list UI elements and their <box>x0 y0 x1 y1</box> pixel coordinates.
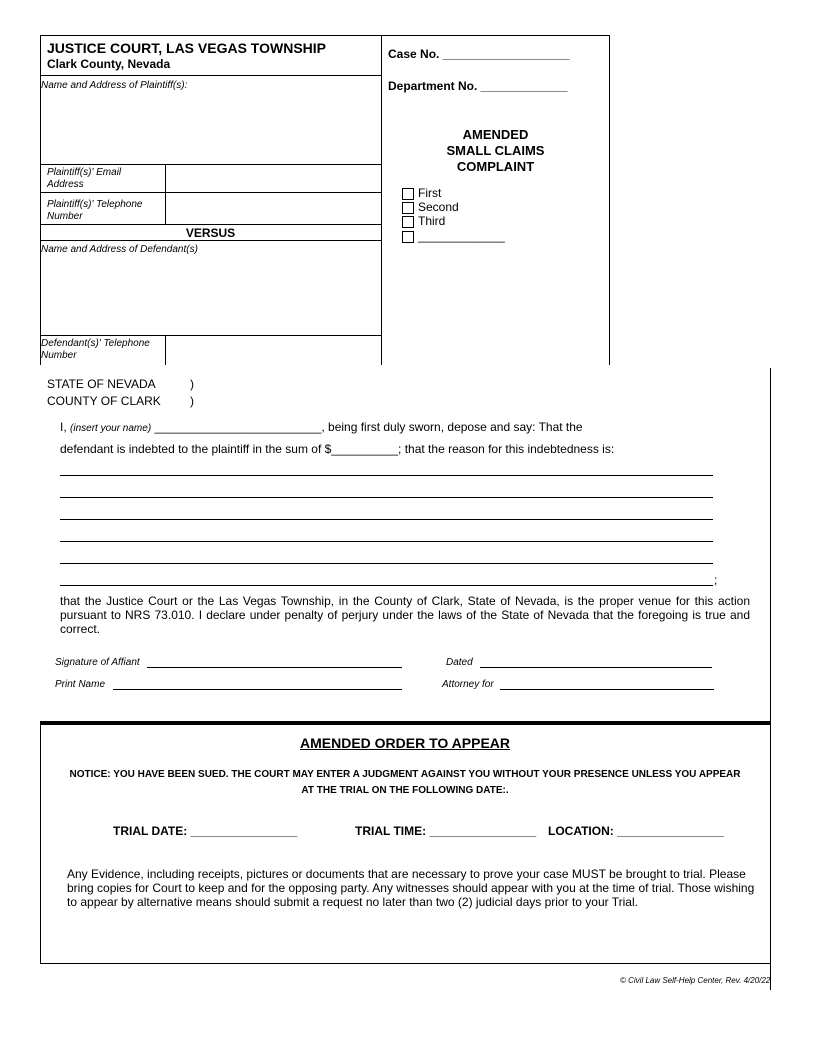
affidavit-line-2[interactable]: defendant is indebted to the plaintiff in the sum of $__________; that the reason for this indebtedness is: <box>60 442 615 456</box>
defendant-phone-label: Defendant(s)' Telephone Number <box>41 338 150 361</box>
trial-time-field[interactable]: TRIAL TIME: ________________ <box>355 824 537 838</box>
notice-line-1: NOTICE: YOU HAVE BEEN SUED. THE COURT MAY ENTER A JUDGMENT AGAINST YOU WITHOUT YOUR PRESENCE UNLESS YOU APPEAR <box>69 769 741 780</box>
defendant-phone-field[interactable] <box>166 336 380 364</box>
plaintiff-email-field[interactable] <box>166 165 380 191</box>
attorney-for-label: Attorney for <box>442 679 494 690</box>
option-second-label: Second <box>418 200 459 214</box>
insert-name-hint: (insert your name) <box>70 423 152 434</box>
section-divider <box>40 721 770 725</box>
versus-label: VERSUS <box>185 226 236 240</box>
bottom-rule <box>40 963 770 964</box>
plaintiff-name-address-label: Name and Address of Plaintiff(s): <box>41 80 188 91</box>
department-number-field[interactable]: Department No. _____________ <box>388 79 568 93</box>
option-other-blank[interactable]: _____________ <box>418 229 505 243</box>
signature-label: Signature of Affiant <box>55 657 140 668</box>
plaintiff-email-label: Plaintiff(s)' Email Address <box>47 167 122 190</box>
notice-line-2: AT THE TRIAL ON THE FOLLOWING DATE:. <box>301 785 509 796</box>
case-number-field[interactable]: Case No. ___________________ <box>388 47 570 61</box>
paren-state: ) <box>190 377 194 391</box>
affidavit-prefix: I, <box>60 420 67 434</box>
county-of-clark: COUNTY OF CLARK <box>47 394 161 408</box>
checkbox-second[interactable] <box>402 202 414 214</box>
form-title-line: AMENDED <box>462 127 529 142</box>
trial-date-field[interactable]: TRIAL DATE: ________________ <box>113 824 298 838</box>
dated-line[interactable] <box>480 667 712 668</box>
location-field[interactable]: LOCATION: ________________ <box>548 824 724 838</box>
reason-end-semicolon: ; <box>714 573 718 587</box>
order-title: AMENDED ORDER TO APPEAR <box>299 735 511 751</box>
defendant-name-address-field[interactable] <box>41 258 380 334</box>
print-name-label: Print Name <box>55 679 106 690</box>
form-title-line: SMALL CLAIMS <box>446 143 545 158</box>
option-first-label: First <box>418 186 442 200</box>
plaintiff-phone-field[interactable] <box>166 193 380 223</box>
option-third-label: Third <box>418 214 446 228</box>
checkbox-third[interactable] <box>402 216 414 228</box>
checkbox-other[interactable] <box>402 231 414 243</box>
state-of-nevada: STATE OF NEVADA <box>47 377 156 391</box>
print-name-line[interactable] <box>113 689 402 690</box>
affidavit-name-rest[interactable]: _________________________, being first duly sworn, depose and say: That the <box>154 420 583 434</box>
form-title-line: COMPLAINT <box>456 159 535 174</box>
plaintiff-phone-label: Plaintiff(s)' Telephone Number <box>47 199 143 222</box>
county-subtitle: Clark County, Nevada <box>47 57 171 71</box>
signature-line[interactable] <box>147 667 402 668</box>
footer-copyright: © Civil Law Self-Help Center, Rev. 4/20/22 <box>620 976 771 985</box>
evidence-instructions: Any Evidence, including receipts, pictures or documents that are necessary to prove your case MUST be brought to trial. Please bring copies for Court to keep and for the opposing party. Any witnesses should appear with you at the time of trial. Those wishing to appear by alternative means should submit a request no later than two (2) judicial days prior to your Trial. <box>67 867 755 909</box>
form-title <box>382 127 609 175</box>
paren-county: ) <box>190 394 194 408</box>
defendant-name-address-label: Name and Address of Defendant(s) <box>41 244 198 255</box>
affidavit-line-1 <box>60 420 583 434</box>
court-title: JUSTICE COURT, LAS VEGAS TOWNSHIP <box>47 40 326 56</box>
attorney-for-line[interactable] <box>500 689 714 690</box>
checkbox-first[interactable] <box>402 188 414 200</box>
dated-label: Dated <box>446 657 473 668</box>
venue-declaration: that the Justice Court or the Las Vegas Township, in the County of Clark, State of Nevada, is the proper venue for this action pursuant to NRS 73.010. I declare under penalty of perjury under the laws of the State of Nevada that the foregoing is true and correct. <box>60 594 750 636</box>
